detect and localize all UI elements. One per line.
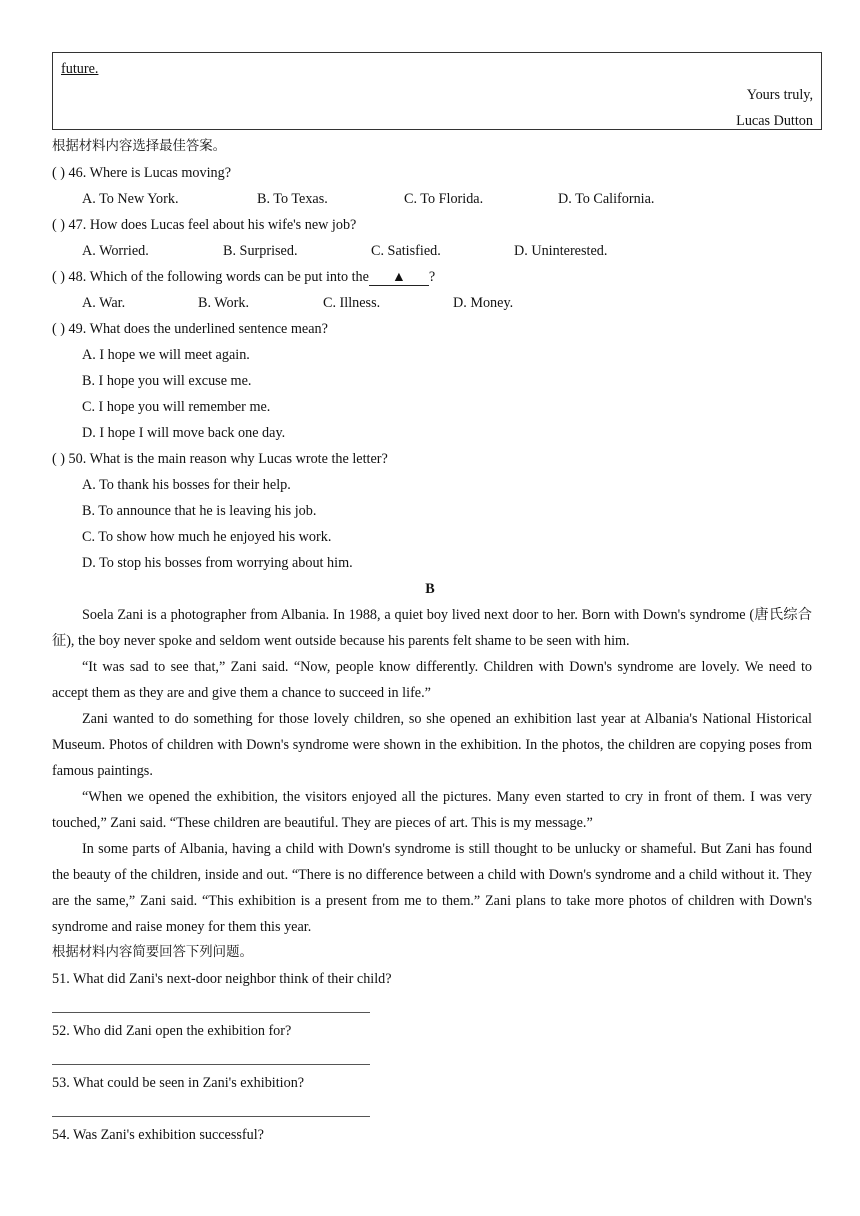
q49-option-d: D. I hope I will move back one day. [82, 425, 286, 441]
q48-stem-end: ? [428, 269, 436, 285]
question-47: ( ) 47. How does Lucas feel about his wife's new job? [52, 217, 357, 233]
passage-paragraph-5: In some parts of Albania, having a child with Down's syndrome is still thought to be unlucky or shameful. But Zani has found the beauty of the children, inside and out. “There is no difference between a child with Down's syndrome and a child without it. They are the same,” Zani said. “This exhibition is a present from me to them.” Zani plans to take more photos of children with Down's syndrome and raise money for them this year. [52, 841, 812, 935]
passage-paragraph-4: “When we opened the exhibition, the visitors enjoyed all the pictures. Many even started to cry in front of them. I was very touched,” Zani said. “These children are beautiful. They are pieces of art. This is my message.” [52, 789, 812, 831]
letter-signature: Lucas Dutton [736, 113, 813, 129]
q50-option-c: C. To show how much he enjoyed his work. [82, 529, 332, 545]
q46-option-a: A. To New York. [82, 191, 179, 207]
letter-excerpt-box [52, 52, 822, 130]
q50-option-a: A. To thank his bosses for their help. [82, 477, 291, 493]
answer-line-52[interactable] [52, 1064, 370, 1065]
passage-paragraph-1: Soela Zani is a photographer from Albania. In 1988, a quiet boy lived next door to her. Born with Down's syndrome (唐氏综合征), the boy never spoke and seldom went outside because his parents felt shame to be seen with him. [52, 607, 812, 649]
q50-option-b: B. To announce that he is leaving his job. [82, 503, 317, 519]
passage-paragraph-3: Zani wanted to do something for those lovely children, so she opened an exhibition last year at Albania's National Historical Museum. Photos of children with Down's syndrome were shown in the exhibition. In the photos, the children are copying poses from famous paintings. [52, 711, 812, 779]
answer-line-51[interactable] [52, 1012, 370, 1013]
section-a-instruction: 根据材料内容选择最佳答案。 [52, 139, 227, 154]
q47-option-b: B. Surprised. [223, 243, 298, 259]
q48-option-b: B. Work. [198, 295, 250, 311]
letter-fragment: future. [61, 61, 99, 77]
q47-option-a: A. Worried. [82, 243, 149, 259]
question-52: 52. Who did Zani open the exhibition for? [52, 1023, 292, 1039]
question-54: 54. Was Zani's exhibition successful? [52, 1127, 264, 1143]
q46-option-c: C. To Florida. [404, 191, 484, 207]
q48-option-d: D. Money. [453, 295, 514, 311]
section-b-heading: B [425, 581, 435, 597]
q48-stem: ( ) 48. Which of the following words can be put into the [52, 269, 369, 285]
question-50: ( ) 50. What is the main reason why Lucas wrote the letter? [52, 451, 388, 467]
question-53: 53. What could be seen in Zani's exhibition? [52, 1075, 305, 1091]
q47-option-c: C. Satisfied. [371, 243, 441, 259]
q46-option-d: D. To California. [558, 191, 655, 207]
q49-option-a: A. I hope we will meet again. [82, 347, 250, 363]
section-b-instruction: 根据材料内容简要回答下列问题。 [52, 945, 253, 960]
q49-option-c: C. I hope you will remember me. [82, 399, 271, 415]
q46-option-b: B. To Texas. [257, 191, 328, 207]
passage-paragraph-2: “It was sad to see that,” Zani said. “Now, people know differently. Children with Down's syndrome are lovely. We need to accept them as they are and give them a chance to succeed in life.” [52, 659, 812, 701]
q50-option-d: D. To stop his bosses from worrying about him. [82, 555, 353, 571]
q48-option-c: C. Illness. [323, 295, 381, 311]
question-49: ( ) 49. What does the underlined sentence mean? [52, 321, 328, 337]
q48-option-a: A. War. [82, 295, 126, 311]
q49-option-b: B. I hope you will excuse me. [82, 373, 252, 389]
q47-option-d: D. Uninterested. [514, 243, 608, 259]
question-51: 51. What did Zani's next-door neighbor think of their child? [52, 971, 392, 987]
question-48 [52, 267, 435, 287]
answer-line-53[interactable] [52, 1116, 370, 1117]
q48-blank: ▲ [369, 269, 429, 286]
question-46: ( ) 46. Where is Lucas moving? [52, 165, 231, 181]
letter-closing: Yours truly, [746, 87, 813, 103]
